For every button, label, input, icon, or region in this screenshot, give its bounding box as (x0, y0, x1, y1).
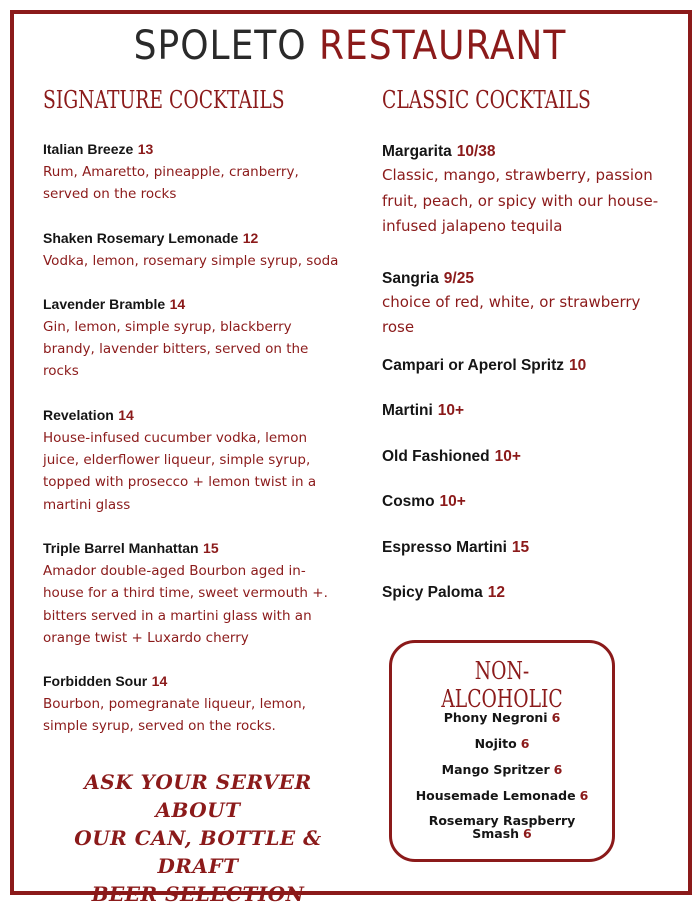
menu-item (392, 762, 612, 777)
item-price: 12 (242, 229, 259, 246)
beer-promo (43, 768, 353, 908)
menu-item (392, 736, 612, 751)
item-name: Cosmo (382, 493, 435, 510)
menu-item (382, 445, 672, 468)
item-price: 14 (118, 406, 134, 423)
item-name: Revelation (43, 406, 114, 423)
item-name: Forbidden Sour (43, 673, 148, 690)
item-price: 15 (511, 538, 530, 556)
item-description: Classic, mango, strawberry, passion fruit, peach, or spicy with our house-infused jalapeno tequila (382, 166, 659, 235)
item-description: Vodka, lemon, rosemary simple syrup, soda (43, 252, 339, 269)
menu-item (43, 138, 343, 206)
menu-item (392, 710, 612, 725)
menu-item (43, 670, 343, 738)
item-price: 10+ (437, 402, 465, 419)
non-alcoholic-box (389, 640, 615, 862)
menu-item (392, 788, 612, 803)
item-name: Triple Barrel Manhattan (43, 539, 199, 556)
promo-line-1: ASK YOUR SERVER ABOUT (84, 770, 312, 822)
non-alcoholic-list (392, 710, 612, 840)
item-price: 14 (151, 673, 168, 690)
item-name: Phony Negroni (443, 710, 548, 725)
item-name: Mango Spritzer (441, 762, 550, 777)
page-title (0, 22, 700, 70)
item-name: Sangria (382, 269, 439, 287)
classic-heading: CLASSIC COCKTAILS (382, 86, 591, 114)
item-description: Amador double-aged Bourbon aged in-house for a third time, sweet vermouth +. bitters served in a martini glass with an orange twist + Luxardo cherry (43, 562, 328, 646)
menu-item (382, 490, 672, 513)
menu-item (382, 140, 672, 240)
item-price: 6 (551, 710, 561, 725)
item-description: Rum, Amaretto, pineapple, cranberry, served on the rocks (43, 164, 299, 203)
item-name: Lavender Bramble (43, 295, 166, 312)
item-price: 10/38 (456, 143, 496, 160)
signature-heading: SIGNATURE COCKTAILS (43, 86, 285, 114)
item-name: Margarita (382, 143, 452, 160)
item-name: Espresso Martini (382, 538, 507, 556)
item-price: 10 (568, 356, 587, 374)
promo-line-2: OUR CAN, BOTTLE & DRAFT (74, 826, 322, 878)
menu-item (382, 354, 672, 377)
item-name: Shaken Rosemary Lemonade (43, 229, 239, 246)
item-name: Housemade Lemonade (415, 788, 576, 803)
promo-line-3: BEER SELECTION (91, 882, 305, 906)
classic-cocktails-list (382, 140, 672, 604)
menu-item (43, 404, 343, 516)
item-price: 6 (523, 826, 532, 841)
item-price: 13 (137, 141, 154, 157)
item-price: 6 (553, 762, 563, 777)
item-description: Bourbon, pomegranate liqueur, lemon, simple syrup, served on the rocks. (43, 696, 306, 735)
menu-item (43, 227, 343, 272)
non-alcoholic-heading: NON-ALCOHOLIC (441, 657, 563, 713)
item-price: 14 (169, 295, 186, 312)
item-name: Nojito (474, 736, 517, 751)
item-price: 6 (579, 788, 589, 803)
item-description: Gin, lemon, simple syrup, blackberry brandy, lavender bitters, served on the rocks (43, 318, 309, 380)
item-name: Old Fashioned (382, 447, 490, 465)
signature-cocktails-list (43, 138, 343, 759)
item-price: 10+ (494, 447, 521, 465)
item-name: Spicy Paloma (382, 584, 483, 601)
item-price: 12 (487, 584, 505, 601)
menu-item (382, 536, 672, 559)
menu-item (43, 293, 343, 383)
item-name: Rosemary Raspberry Smash (428, 813, 576, 841)
item-description: choice of red, white, or strawberry rose (382, 292, 641, 336)
item-name: Campari or Aperol Spritz (382, 356, 565, 374)
item-name: Martini (382, 402, 433, 419)
menu-item (43, 537, 343, 649)
item-price: 6 (520, 736, 530, 751)
title-restaurant: RESTAURANT (319, 23, 567, 69)
menu-item (382, 581, 672, 604)
title-spoleto: SPOLETO (133, 23, 307, 69)
item-price: 10+ (439, 493, 466, 510)
menu-item (382, 267, 672, 341)
menu-item (382, 399, 672, 422)
menu-item (422, 814, 582, 840)
item-description: House-infused cucumber vodka, lemon juice, elderflower liqueur, simple syrup, topped with prosecco + lemon twist in a martini glass (43, 429, 317, 513)
item-price: 9/25 (443, 269, 474, 287)
item-price: 15 (203, 539, 219, 556)
item-name: Italian Breeze (43, 141, 134, 157)
